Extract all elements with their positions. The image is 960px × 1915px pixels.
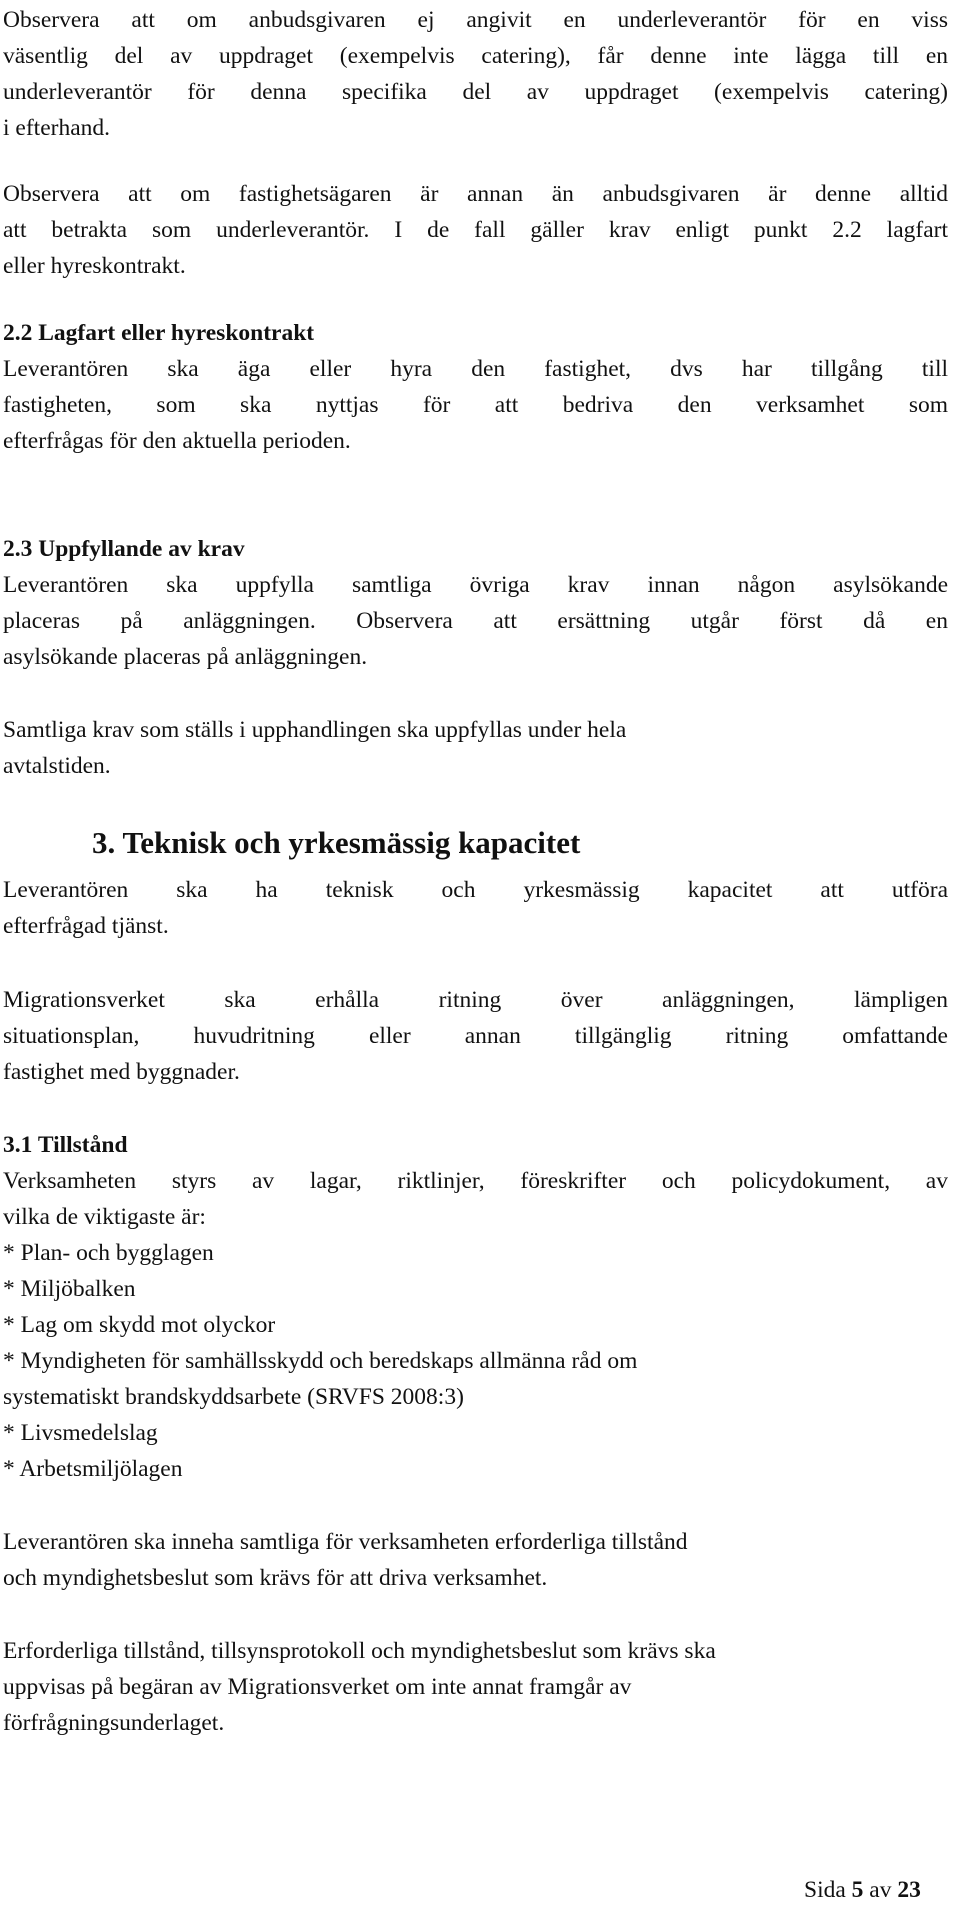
text-line: och myndighetsbeslut som krävs för att driva verksamhet. bbox=[3, 1565, 548, 1591]
text-line: Leverantören ska äga eller hyra den fastighet, dvs har tillgång till bbox=[3, 356, 948, 382]
text-line: underleverantör för denna specifika del av uppdraget (exempelvis catering) bbox=[3, 79, 948, 105]
section-heading: 3.1 Tillstånd bbox=[3, 1132, 128, 1158]
paragraph-migrationsverket-ritning bbox=[3, 982, 948, 1090]
section-2-2 bbox=[3, 315, 948, 459]
list-item: * Miljöbalken bbox=[3, 1276, 136, 1302]
text-line: fastigheten, som ska nyttjas för att bedriva den verksamhet som bbox=[3, 392, 948, 418]
section-heading: 2.2 Lagfart eller hyreskontrakt bbox=[3, 320, 315, 346]
text-line: asylsökande placeras på anläggningen. bbox=[3, 644, 368, 670]
page-label-middle: av bbox=[863, 1877, 898, 1903]
paragraph-inneha-tillstand bbox=[3, 1524, 948, 1596]
text-line: eller hyreskontrakt. bbox=[3, 253, 186, 279]
text-line: fastighet med byggnader. bbox=[3, 1059, 240, 1085]
text-line: Verksamheten styrs av lagar, riktlinjer, föreskrifter och policydokument, av bbox=[3, 1168, 948, 1194]
section-3-body bbox=[3, 872, 948, 944]
list-item: * Arbetsmiljölagen bbox=[3, 1456, 183, 1482]
text-line: avtalstiden. bbox=[3, 753, 111, 779]
text-line: efterfrågad tjänst. bbox=[3, 913, 169, 939]
text-line: efterfrågas för den aktuella perioden. bbox=[3, 428, 351, 454]
text-line: Observera att om anbudsgivaren ej angivit en underleverantör för en viss bbox=[3, 7, 948, 33]
text-line: förfrågningsunderlaget. bbox=[3, 1710, 225, 1736]
text-line: Observera att om fastighetsägaren är annan än anbudsgivaren är denne alltid bbox=[3, 181, 948, 207]
page-number bbox=[804, 1872, 921, 1908]
paragraph-underleverantor-note bbox=[3, 2, 948, 146]
list-item: * Myndigheten för samhällsskydd och beredskaps allmänna råd om bbox=[3, 1348, 638, 1374]
text-line: Leverantören ska ha teknisk och yrkesmässig kapacitet att utföra bbox=[3, 877, 948, 903]
section-heading: 2.3 Uppfyllande av krav bbox=[3, 536, 245, 562]
section-2-3 bbox=[3, 531, 948, 675]
text-line: att betrakta som underleverantör. I de fall gäller krav enligt punkt 2.2 lagfart bbox=[3, 217, 948, 243]
text-line: vilka de viktigaste är: bbox=[3, 1204, 206, 1230]
section-3-1 bbox=[3, 1127, 948, 1487]
paragraph-fastighetsagare-note bbox=[3, 176, 948, 284]
text-line: i efterhand. bbox=[3, 115, 111, 141]
text-line: Leverantören ska inneha samtliga för verksamheten erforderliga tillstånd bbox=[3, 1529, 688, 1555]
text-line: Migrationsverket ska erhålla ritning över anläggningen, lämpligen bbox=[3, 987, 948, 1013]
paragraph-samtliga-krav bbox=[3, 712, 948, 784]
list-item-continuation: systematiskt brandskyddsarbete (SRVFS 2008:3) bbox=[3, 1384, 464, 1410]
list-item: * Plan- och bygglagen bbox=[3, 1240, 214, 1266]
page-label-prefix: Sida bbox=[804, 1877, 852, 1903]
text-line: Samtliga krav som ställs i upphandlingen ska uppfyllas under hela bbox=[3, 717, 627, 743]
text-line: placeras på anläggningen. Observera att ersättning utgår först då en bbox=[3, 608, 948, 634]
section-3-heading: 3. Teknisk och yrkesmässig kapacitet bbox=[92, 825, 581, 860]
paragraph-erforderliga-tillstand bbox=[3, 1633, 948, 1741]
text-line: Leverantören ska uppfylla samtliga övriga krav innan någon asylsökande bbox=[3, 572, 948, 598]
list-item: * Livsmedelslag bbox=[3, 1420, 158, 1446]
list-item: * Lag om skydd mot olyckor bbox=[3, 1312, 276, 1338]
text-line: väsentlig del av uppdraget (exempelvis catering), får denne inte lägga till en bbox=[3, 43, 948, 69]
text-line: Erforderliga tillstånd, tillsynsprotokoll och myndighetsbeslut som krävs ska bbox=[3, 1638, 716, 1664]
current-page: 5 bbox=[851, 1877, 864, 1903]
text-line: situationsplan, huvudritning eller annan tillgänglig ritning omfattande bbox=[3, 1023, 948, 1049]
text-line: uppvisas på begäran av Migrationsverket om inte annat framgår av bbox=[3, 1674, 632, 1700]
total-pages: 23 bbox=[897, 1877, 921, 1903]
